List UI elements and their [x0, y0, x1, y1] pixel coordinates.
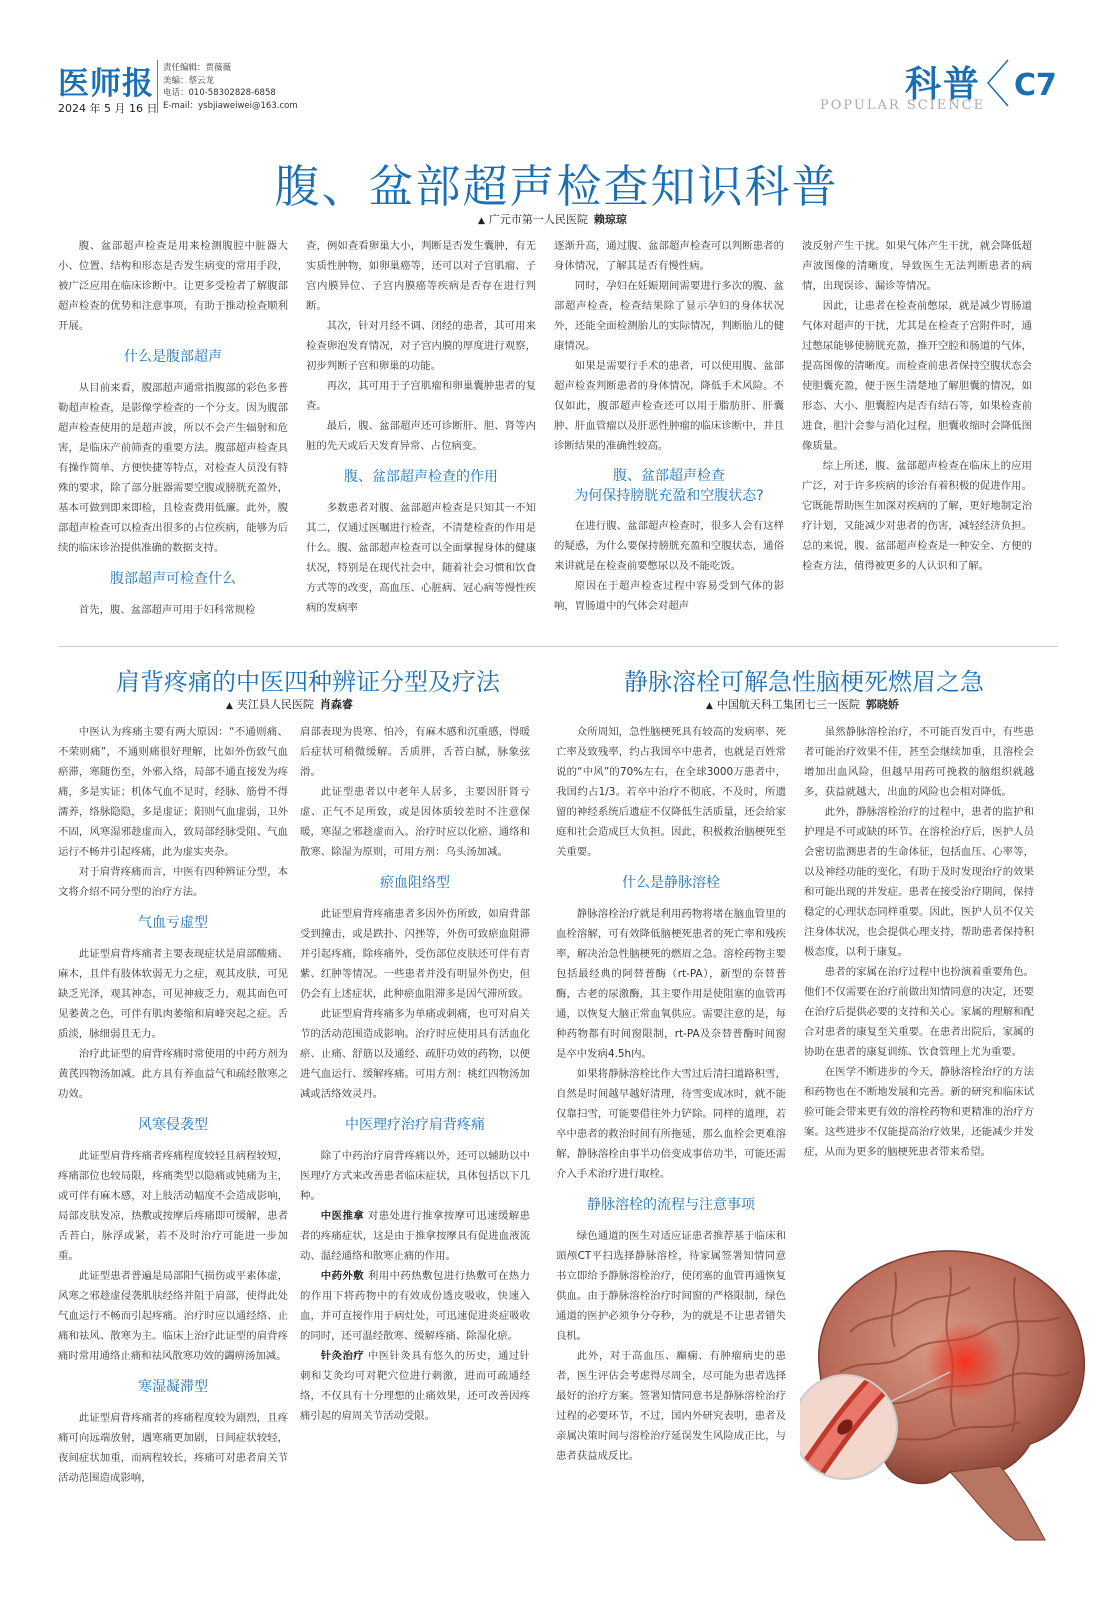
article1-column-3: 逐渐升高，通过腹、盆部超声检查可以判断患者的身体情况，了解其是否有慢性病。 同时，孕妇在妊娠期间需要进行多次的腹、盆部超声检查，检查结果除了显示孕妇的身体状况外，还能全面检测胎儿的实际情况，判断胎儿的健康情况。 如果是需要行手术的患者，可以使用腹、盆部超声检查判断患者的身体情况，降低手术风险。不仅如此，腹部超声检查还可以用于脂肪肝、肝囊肿、肝血管瘤以及肝恶性肿瘤的临床诊断中，并且诊断结果的准确性较高。 腹、盆部超声检查 为何保持膀胱充盈和空腹状态? 在进行腹、盆部超声检查时，很多人会有这样的疑惑，为什么要保持膀胱充盈和空腹状态，通俗来讲就是在检查前要憋尿以及不能吃饭。 原因在于超声检查过程中容易受到气体的影响，胃肠道中的气体会对超声 [554, 240, 784, 612]
page-number: C7 [1014, 68, 1057, 103]
editor-line: 责任编辑：贾薇薇 [163, 63, 232, 73]
triangle-icon: ▲ [478, 216, 485, 226]
email-line: E-mail：ysbjiaweiwei@163.com [163, 100, 298, 111]
article3-subheading: 什么是静脉溶栓 [622, 875, 720, 891]
article3-column-1: 众所周知，急性脑梗死具有较高的发病率、死亡率及致残率，约占我国卒中患者，也就是百姓常说的“中风”的70%左右，在全球3000万患者中，我国约占1/3。若卒中治疗不彻底、不及时，所遗留的神经系统后遗症不仅降低生活质量，还会给家庭和社会造成巨大负担。因此，积极救治脑梗死至关重要。 什么是静脉溶栓 静脉溶栓治疗就是利用药物将堵在脑血管里的血栓溶解，可有效降低脑梗死患者的死亡率和残疾率，解决治急性脑梗死的燃眉之急。溶栓药物主要包括最经典的阿替普酶（rt-PA），新型的奈替普酶，古老的尿激酶，其主要作用是使阻塞的血管再通，以恢复大脑正常血氧供应。需要注意的是，每种药物都有时间窗限制，rt-PA及奈替普酶时间窗是卒中发病4.5h内。 如果将静脉溶栓比作大雪过后清扫道路积雪，自然是时间越早越好清理，待雪变成冰时，就不能仅靠扫雪，可能要借往外力铲除。同样的道理，若卒中患者的救治时间有所拖延，那么血栓会更难溶解，静脉溶栓由事半功倍变成事倍功半，可能还需介入手术治疗进行取栓。 静脉溶栓的流程与注意事项 绿色通道的医生对适应证患者推荐基于临床和頭颅CT平扫选择静脉溶栓，待家属签署知情同意书立即给予静脉溶栓治疗，使闭塞的血管再通恢复供血。由于静脉溶栓治疗时间窗的严格限制，绿色通道的医护必须争分夺秒，为的就是不让患者错失良机。 此外，对于高血压、癫痫、有肿瘤病史的患者，医生评估会考虑得尽周全，尽可能为患者选择最好的治疗方案。签署知情同意书是静脉溶栓治疗过程的必要环节，不过，国内外研究表明，患者及亲属决策时间与溶栓治疗延误发生风险成正比，与患者获益成反比。 [556, 726, 786, 1462]
article2-column-2: 肩部表现为畏寒、怕冷，有麻木感和沉重感，得暖后症状可稍微缓解。舌质胖，舌苔白腻，脉象弦滑。 此证型患者以中老年人居多，主要因肝肾亏虚、正气不足所致，或是因体质较差时不注意保暖，寒湿之邪趁虚而入。治疗时应以化瘀、通络和散寒、除湿为原则，可用方剂：乌头汤加减。 瘀血阻络型 此证型肩背疼痛患者多因外伤所致，如肩背部受到撞击，或是跌扑、闪挫等，外伤可致瘀血阻滞并引起疼痛，除疼痛外，受伤部位皮肤还可伴有青紫、红肿等情况。一些患者并没有明显外伤史，但仍会有上述症状，此种瘀血阻滞多是因气滞所致。 此证型肩背疼痛多为单痛或刺痛，也可对肩关节的活动范围造成影响。治疗时应使用具有活血化瘀、止痛、舒筋以及通经、疏肝功效的药物，以便进气血运行、缓解疼痛。可用方剂：桃红四物汤加减或活络效灵丹。 中医理疗治疗肩背疼痛 除了中药治疗肩背疼痛以外，还可以辅助以中医理疗方式来改善患者临床症状，具体包括以下几种。 中医推拿 对患处进行推拿按摩可迅速缓解患者的疼痛症状，这是由于推拿按摩具有促进血液流动、温经通络和散寒止痛的作用。 中药外敷 利用中药热敷包进行热敷可在热力的作用下将药物中的有效成份透皮吸收，快速入血，并可直接作用于病灶处，可迅速促进炎症吸收的同时，还可温经散寒、缓解疼痛、除湿化瘀。 针灸治疗 中医针灸具有悠久的历史，通过针刺和艾灸均可对靶穴位进行刺激，进而可疏通经络，不仅具有十分理想的止痛效果，还可改善因疼痛引起的肩周关节活动受限。 [300, 726, 530, 1422]
article1-column-1: 腹、盆部超声检查是用来检测腹腔中脏器大小、位置、结构和形态是否发生病变的常用手段，被广泛应用在临床诊断中。让更多受检者了解腹部超声检查的优势和注意事项，有助于推动检查顺利开展。 什么是腹部超声 从目前来看，腹部超声通常指腹部的彩色多普勒超声检查，是影像学检查的一个分支。因为腹部超声检查使用的是超声波，所以不会产生辐射和危害，是临床产前筛查的重要方法。腹部超声检查具有操作简单、方便快捷等特点，对检查人员没有特殊的要求，除了部分脏器需要空腹或膀胱充盈外，基本可做到即来即检，且检查费用低廉。此外，腹部超声检查可以检查出很多的占位疾病，能够为后续的临床诊治提供准确的数据支持。 腹部超声可检查什么 首先，腹、盆部超声可用于妇科常规检 [58, 240, 288, 616]
article2-subheading: 风寒侵袭型 [138, 1117, 208, 1133]
therapy-term: 针灸治疗 [320, 1350, 365, 1362]
article1-subheading: 什么是腹部超声 [124, 349, 222, 365]
article1-byline: ▲ 广元市第一人民医院 赖琼琼 [478, 213, 627, 226]
article2-column-1: 中医认为疼痛主要有两大原因：“不通则痛、不荣则痛”，不通则痛很好理解，比如外伤致气血瘀滞，寒随伤至，外邪入络，局部不通直接发为疼痛，多是实证；机体气血不足时，经脉、筋骨不得濡养，络脉隐隐，多是虚证；阳则气血虚弱，卫外不固，风寒湿邪趁虚而入，致局部经脉受阻、气血运行不畅并引起疼痛，此为虚实夹杂。 对于肩背疼痛而言，中医有四种辨证分型，本文将介绍不同分型的治疗方法。 气血亏虚型 此证型肩背疼痛者主要表现症状是肩部酸痛、麻木，且伴有肢体软弱无力之症，观其皮肤，可见缺乏光泽，观其神态，可见神疲乏力，观其面色可见萎黄之色，可伴有肌肉萎缩和肩峰突起之症。舌质淡，脉细弱且无力。 治疗此证型的肩背疼痛时常使用的中药方剂为黄芪四物汤加减。此方具有养血益气和疏经散寒之功效。 风寒侵袭型 此证型肩背疼痛者疼痛程度较轻且病程较短，疼痛部位也较局限，疼痛类型以隐痛或钝痛为主，或可伴有麻木感，对上肢活动幅度不会造成影响，局部皮肤发凉，热敷或按摩后疼痛即可缓解，患者舌苔白，脉浮或紧，若不及时治疗可能进一步加重。 此证型患者普遍是局部阳气损伤或平素体虚，风寒之邪趁虚侵袭肌肤经络并阻于肩部，使得此处气血运行不畅而引起疼痛。治疗时应以通经络、止痛和祛风、散寒为主。临床上治疗此证型的肩背疼痛时常用通络止痛和祛风散寒功效的蠲痹汤加减。 寒湿凝滞型 此证型肩背疼痛者的疼痛程度较为剧烈，且疼痛可向远端放射，遇寒痛更加剧，日间症状较轻，夜间症状加重，而病程较长，疼痛可对患者肩关节活动范围造成影响， [58, 726, 288, 1484]
article2-subheading: 中医理疗治疗肩背疼痛 [345, 1117, 485, 1133]
article2-subheading: 寒湿凝滞型 [138, 1379, 208, 1395]
article3-subheading: 静脉溶栓的流程与注意事项 [587, 1197, 755, 1213]
article1-title: 腹、盆部超声检查知识科普 [274, 160, 839, 213]
masthead-divider [157, 60, 158, 113]
phone-line: 电话：010-58302828-6858 [163, 88, 276, 98]
brain-illustration [800, 1222, 1090, 1542]
article1-subheading: 腹、盆部超声检查 为何保持膀胱充盈和空腹状态? [574, 468, 764, 504]
article1-subheading: 腹部超声可检查什么 [110, 571, 236, 587]
article3-title: 静脉溶栓可解急性脑梗死燃眉之急 [624, 668, 984, 696]
section-title: 科普 [905, 64, 982, 105]
article2-subheading: 瘀血阻络型 [380, 875, 450, 891]
designer-line: 美编：蔡云龙 [163, 75, 215, 86]
section-title-en: POPULAR SCIENCE [820, 98, 986, 113]
therapy-term: 中药外敷 [320, 1270, 365, 1282]
therapy-term: 中医推拿 [320, 1210, 365, 1222]
section-divider [58, 646, 1058, 647]
publication-date: 2024 年 5 月 16 日 [58, 102, 158, 115]
article1-column-4: 波反射产生干扰。如果气体产生干扰，就会降低超声波图像的清晰度，导致医生无法判断患者的病情，出现误诊、漏诊等情况。 因此，让患者在检查前憋尿，就是减少胃肠道气体对超声的干扰，尤其是在检查子宫附件时，通过憋尿能够使膀胱充盈，推开空腔和肠道的气体，提高图像的清晰度。而检查前患者保持空腹状态会使胆囊充盈，便于医生清楚地了解胆囊的情况，如形态、大小、胆囊腔内是否有结石等，如果检查前进食，胆汁会参与消化过程，胆囊收缩时会降低图像质量。 综上所述，腹、盆部超声检查在临床上的应用广泛，对于许多疾病的诊治有着积极的促进作用。它既能帮助医生加深对疾病的了解，更好地制定治疗计划，又能减少对患者的伤害，减轻经济负担。总的来说，腹、盆部超声检查是一种安全、方便的检查方法，值得被更多的人认识和了解。 [802, 240, 1032, 572]
article1-column-2: 查，例如查看卵巢大小，判断是否发生囊肿，有无实质性肿物，如卵巢癌等，还可以对子宫肌瘤、子宫内膜异位、子宫内膜癌等疾病是否存在进行判断。 其次，针对月经不调、闭经的患者，其可用来检查卵泡发育情况，对子宫内膜的厚度进行观察，初步判断子宫和卵巢的功能。 再次，其可用于子宫肌瘤和卵巢囊肿患者的复查。 最后，腹、盆部超声还可诊断肝、胆、肾等内脏的先天或后天发育异常、占位病变。 腹、盆部超声检查的作用 多数患者对腹、盆部超声检查是只知其一不知其二，仅通过医嘱进行检查，不清楚检查的作用是什么。腹、盆部超声检查可以全面掌握身体的健康状况，特别是在现代社会中，随着社会习惯和饮食方式等的改变，高血压、心脏病、冠心病等慢性疾病的发病率 [306, 240, 536, 614]
newspaper-logo: 医师报 [58, 66, 154, 102]
article3-column-2: 虽然静脉溶栓治疗，不可能百发百中，有些患者可能治疗效果不佳，甚至会继续加重，且溶栓会增加出血风险，但越早用药可挽救的脑组织就越多，获益就越大，出血的风险也会相对降低。 此外，静脉溶栓治疗的过程中，患者的监护和护理是不可或缺的环节。在溶栓治疗后，医护人员会密切监测患者的生命体征，包括血压、心率等，以及神经功能的变化，有助于及时发现治疗的效果和可能出现的并发症。患者在接受治疗期间，保持稳定的心理状态同样重要。因此，医护人员不仅关注身体状况，也会提供心理支持，帮助患者保持积极态度，以利于康复。 患者的家属在治疗过程中也扮演着重要角色。他们不仅需要在治疗前做出知情同意的决定，还要在治疗后提供必要的支持和关心。家属的理解和配合对患者的康复至关重要。在患者出院后，家属的协助在患者的康复训练、饮食管理上尤为重要。 在医学不断进步的今天，静脉溶栓治疗的方法和药物也在不断地发展和完善。新的研究和临床试验可能会带来更有效的溶栓药物和更精准的治疗方案。这些进步不仅能提高治疗效果，还能减少并发症，从而为更多的脑梗死患者带来希望。 [804, 726, 1034, 1158]
article3-byline: ▲ 中国航天科工集团七三一医院 郭晓娇 [706, 698, 899, 711]
article1-subheading: 腹、盆部超声检查的作用 [344, 469, 498, 485]
chevron-left-icon [982, 58, 1012, 108]
masthead [0, 0, 1113, 120]
article2-title: 肩背疼痛的中医四种辨证分型及疗法 [116, 668, 500, 696]
editorial-info [163, 62, 298, 112]
triangle-icon: ▲ [706, 701, 713, 711]
article2-subheading: 气血亏虚型 [138, 915, 208, 931]
article2-byline: ▲ 夹江县人民医院 肖森睿 [226, 698, 353, 711]
triangle-icon: ▲ [226, 701, 233, 711]
